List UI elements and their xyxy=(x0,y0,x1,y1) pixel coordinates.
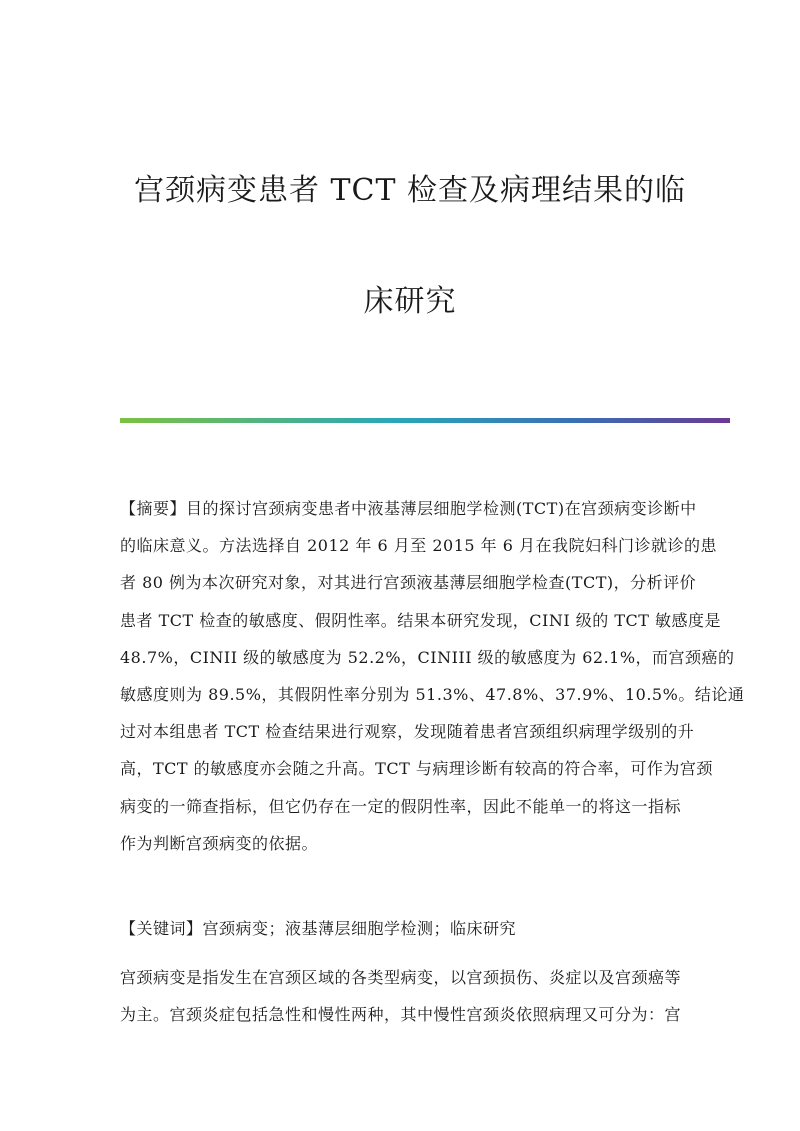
body-line: 宫颈病变是指发生在宫颈区域的各类型病变，以宫颈损伤、炎症以及宫颈癌等 xyxy=(120,968,682,987)
keywords-line: 【关键词】宫颈病变；液基薄层细胞学检测；临床研究 xyxy=(120,919,517,938)
abstract-line: 者 80 例为本次研究对象，对其进行宫颈液基薄层细胞学检查(TCT)，分析评价 xyxy=(120,573,697,593)
abstract-line: 的临床意义。方法选择自 2012 年 6 月至 2015 年 6 月在我院妇科门诊就诊的患 xyxy=(120,536,717,556)
document-title-line-1: 宫颈病变患者 TCT 检查及病理结果的临 xyxy=(133,173,687,208)
abstract-line: 敏感度则为 89.5%，其假阴性率分别为 51.3%、47.8%、37.9%、10.5%。结论通 xyxy=(120,685,745,705)
gradient-divider xyxy=(120,418,730,423)
abstract-line: 病变的一筛查指标，但它仍存在一定的假阴性率，因此不能单一的将这一指标 xyxy=(120,796,682,816)
abstract-paragraph xyxy=(120,490,745,862)
abstract-line: 48.7%，CINII 级的敏感度为 52.2%，CINIII 级的敏感度为 62.1%，而宫颈癌的 xyxy=(120,647,735,667)
body-paragraph xyxy=(120,959,680,1033)
abstract-line: 作为判断宫颈病变的依据。 xyxy=(120,833,319,853)
abstract-line: 过对本组患者 TCT 检查结果进行观察，发现随着患者宫颈组织病理学级别的升 xyxy=(120,722,695,742)
body-line: 为主。宫颈炎症包括急性和慢性两种，其中慢性宫颈炎依照病理又可分为：宫 xyxy=(120,1005,682,1025)
abstract-line: 患者 TCT 检查的敏感度、假阴性率。结果本研究发现，CINI 级的 TCT 敏感度是 xyxy=(120,610,721,630)
document-title-line-2: 床研究 xyxy=(363,284,457,319)
abstract-line: 高，TCT 的敏感度亦会随之升高。TCT 与病理诊断有较高的符合率，可作为宫颈 xyxy=(120,759,713,779)
abstract-line: 【摘要】目的探讨宫颈病变患者中液基薄层细胞学检测(TCT)在宫颈病变诊断中 xyxy=(120,499,697,518)
